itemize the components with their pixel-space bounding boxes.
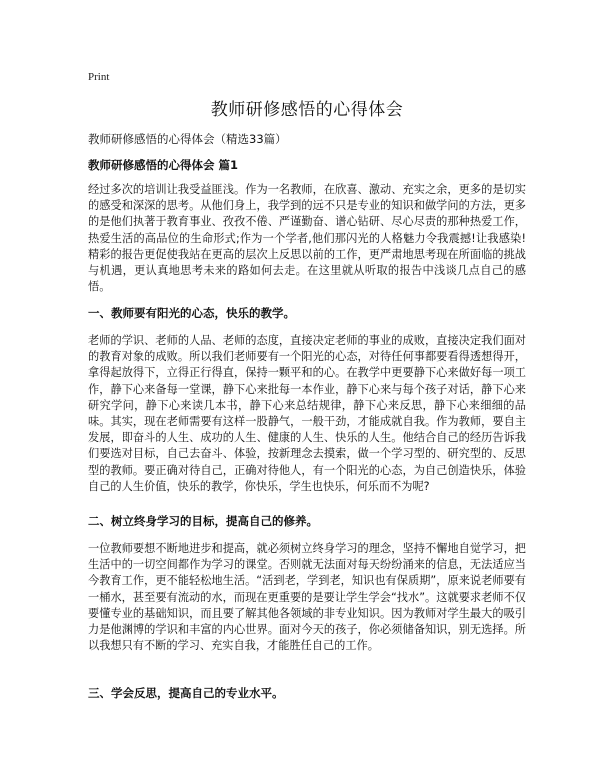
section-body-1: 老师的学识、老师的人品、老师的态度，直接决定老师的事业的成败，直接决定我们面对的教育对象的成败。所以我们老师要有一个阳光的心态，对待任何事都要看得透想得开，拿得起放得下，立得正行得直，保持一颗平和的心。在教学中更要静下心来做好每一项工作，静下心来备每一堂课，静下心来批每一本作业，静下心来与每个孩子对话，静下心来研究学问，静下心来读几本书，静下心来总结规律，静下心来反思，静下心来细细的品味。其实，现在老师需要有这样一股静气，一般干劲，才能成就自我。作为教师，要自主发展，即奋斗的人生、成功的人生、健康的人生、快乐的人生。他结合自己的经历告诉我们要选对目标，自己去奋斗、体验，按新理念去摸索，做一个学习型的、研究型的、反思型的教师。要正确对待自己，正确对待他人，有一个阳光的心态，为自己创造快乐，体验自己的人生价值，快乐的教学，你快乐，学生也快乐，何乐而不为呢? [88,334,526,493]
intro-paragraph: 经过多次的培训让我受益匪浅。作为一名教师，在欣喜、激动、充实之余，更多的是切实的感受和深深的思考。从他们身上，我学到的远不只是专业的知识和做学问的方法，更多的是他们执著于教育事业、孜孜不倦、严谨勤奋、谱心钻研、尽心尽责的那种热爱工作，热爱生活的高品位的生命形式;作为一个学者,他们那闪光的人格魅力令我震撼!让我感染!精彩的报告更促使我站在更高的层次上反思以前的工作，更严肃地思考现在所面临的挑战与机遇，更认真地思考未来的路如何去走。在这里就从听取的报告中浅谈几点自己的感悟。 [88,183,526,294]
article-heading: 教师研修感悟的心得体会 篇1 [88,158,239,172]
page-title: 教师研修感悟的心得体会 [210,100,404,120]
section-heading-1: 一、教师要有阳光的心态，快乐的教学。 [88,306,295,320]
section-heading-2: 二、树立终身学习的目标，提高自己的修养。 [88,514,318,528]
section-body-2: 一位教师要想不断地进步和提高，就必须树立终身学习的理念，坚持不懈地自觉学习，把生活中的一切空间都作为学习的课堂。否则就无法面对每天纷纷涌来的信息，无法适应当今教育工作，更不能轻松地生活。“活到老，学到老，知识也有保质期”，原来说老师要有一桶水，甚至要有流动的水，而现在更重要的是要让学生学会“找水”。这就要求老师不仅要懂专业的基础知识，而且要了解其他各领域的非专业知识。因为教师对学生最大的吸引力是他渊博的学识和丰富的内心世界。面对今天的孩子，你必须储备知识，别无选择。所以我想只有不断的学习、充实自我，才能胜任自己的工作。 [88,542,526,653]
print-link[interactable]: Print [88,71,110,83]
section-heading-3: 三、学会反思，提高自己的专业水平。 [88,686,284,700]
document-subtitle: 教师研修感悟的心得体会（精选33篇） [88,132,287,146]
